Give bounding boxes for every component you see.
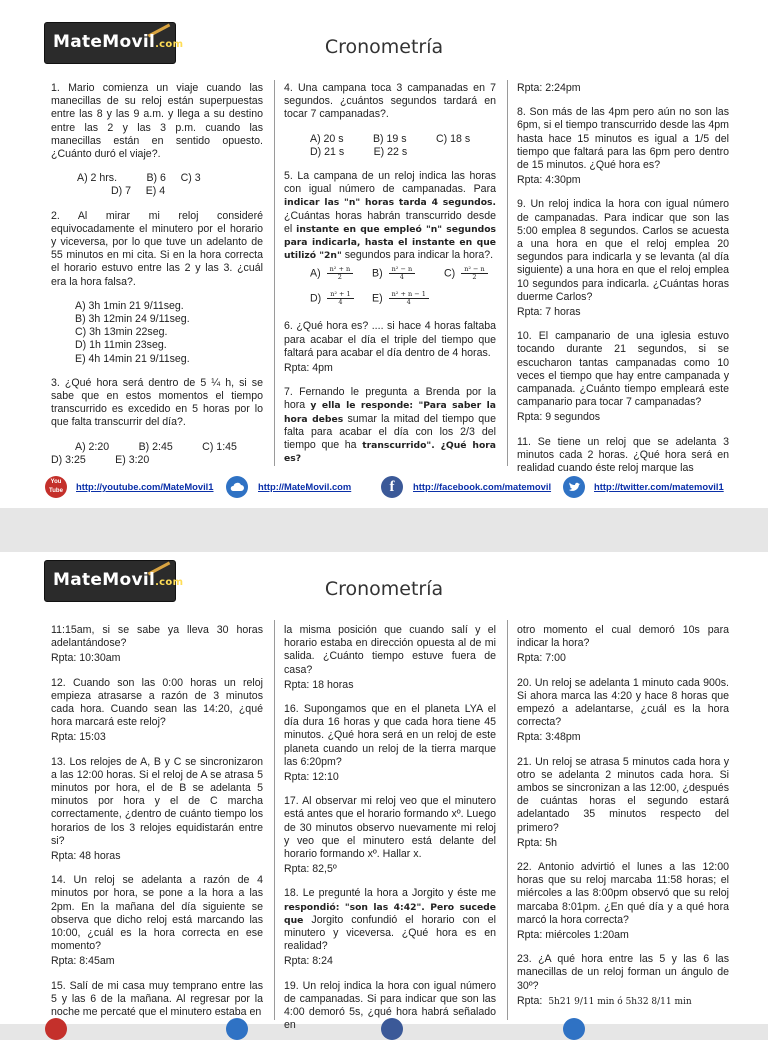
question-4: 4. Una campana toca 3 campanadas en 7 segundos. ¿cuántos segundos tardará en tocar 7 campanadas?. bbox=[284, 82, 496, 121]
column-2 bbox=[284, 624, 496, 1032]
answer-6: Rpta: 4pm bbox=[284, 362, 333, 375]
option-row: D) 21 s E) 22 s bbox=[310, 145, 408, 158]
cloud-icon[interactable] bbox=[226, 476, 248, 498]
question-18-text: Jorgito confundió el horario con el minutero y viceversa. ¿Qué hora es en realidad? bbox=[284, 913, 496, 953]
logo-domain: .com bbox=[155, 577, 184, 588]
logo-text: MateMovil bbox=[53, 32, 156, 52]
question-13: 13. Los relojes de A, B y C se sincronizaron a las 12:00 horas. Si el reloj de A se atrasa 5 minutos por hora, el de B se adelanta 5 minutos por hora y el de C marcha correctamente, ¿dentro de cuánto tiempo los horarios de los 3 relojes equidistarán entre si? bbox=[51, 755, 263, 847]
answer-21: Rpta: 5h bbox=[517, 836, 558, 849]
answer-23-label: Rpta: bbox=[517, 994, 543, 1007]
option-row: A) 20 s B) 19 s C) 18 s bbox=[310, 132, 471, 145]
question-11-continued: 11:15am, si se sabe ya lleva 30 horas adelantándose? bbox=[51, 624, 263, 650]
answer-12: Rpta: 15:03 bbox=[51, 731, 106, 744]
question-18-text: 18. Le pregunté la hora a Jorgito y éste me bbox=[284, 887, 496, 900]
answer-22: Rpta: miércoles 1:20am bbox=[517, 929, 629, 942]
answer-13: Rpta: 48 horas bbox=[51, 850, 121, 863]
question-11: 11. Se tiene un reloj que se adelanta 3 minutos cada 2 horas. ¿Qué hora será en realidad cuando éste reloj marque las bbox=[517, 435, 729, 475]
option-row: A) 2:20 B) 2:45 C) 1:45 bbox=[75, 440, 237, 453]
question-7-text-bold: y ella le responde: "Para saber la hora debes bbox=[284, 400, 496, 425]
answer-15: Rpta: 18 horas bbox=[284, 678, 354, 691]
answer-10: Rpta: 9 segundos bbox=[517, 411, 601, 424]
website-link[interactable]: http://MateMovil.com bbox=[258, 481, 352, 492]
answer-18: Rpta: 8:24 bbox=[284, 955, 333, 968]
page-1 bbox=[0, 0, 768, 508]
answer-20: Rpta: 3:48pm bbox=[517, 731, 581, 744]
logo-text: MateMovil bbox=[53, 570, 156, 590]
option-row: D) 3:25 E) 3:20 bbox=[51, 453, 150, 466]
question-17: 17. Al observar mi reloj veo que el minutero está antes que el horario formando xº. Luego de 30 minutos observo nuevamente mi reloj y veo que el minutero está delante del horario formando xº. Hallar x. bbox=[284, 795, 496, 861]
column-3 bbox=[517, 624, 729, 1024]
social-footer bbox=[0, 470, 768, 502]
cloud-icon[interactable] bbox=[226, 1018, 248, 1040]
question-15-continued: la misma posición que cuando salí y el horario estaba en dirección opuesta al de mi salida. ¿Cuánto tiempo estuve fuera de casa? bbox=[284, 624, 496, 676]
question-4-options bbox=[284, 133, 496, 159]
twitter-link[interactable]: http://twitter.com/matemovil1 bbox=[594, 481, 724, 492]
fraction-denominator: 2 bbox=[337, 273, 342, 282]
question-5-text-bold: instante en que empleó "n" segundos para indicarla, hasta el instante en que utilizó "2n" bbox=[284, 223, 496, 262]
question-22: 22. Antonio advirtió el lunes a las 12:00 horas que su reloj marcaba 11:58 horas; el miércoles a las 8:00pm observó que su reloj marcaba 8:01pm. ¿En qué día y a qué hora marcó la hora correcta? bbox=[517, 861, 729, 926]
facebook-link[interactable]: http://facebook.com/matemovil bbox=[413, 481, 552, 492]
answer-19: Rpta: 7:00 bbox=[517, 652, 566, 665]
answer-11: Rpta: 10:30am bbox=[51, 652, 121, 665]
option: D) 1h 11min 23seg. bbox=[75, 339, 167, 352]
option: A) 3h 1min 21 9/11seg. bbox=[75, 299, 184, 312]
question-5-text: 5. La campana de un reloj indica las horas con igual número de campanadas. Para bbox=[284, 170, 496, 196]
logo-domain: .com bbox=[155, 39, 184, 50]
cloud-shape bbox=[230, 482, 244, 492]
question-3-options bbox=[51, 441, 263, 467]
youtube-icon[interactable] bbox=[45, 1018, 67, 1040]
question-5-text: ¿Cuántas horas habrán transcurrido desde el bbox=[284, 209, 496, 235]
question-12: 12. Cuando son las 0:00 horas un reloj empieza atrasarse a razón de 3 minutos cada hora. Cuando sean las 14:20, ¿qué hora marcará este reloj? bbox=[51, 676, 263, 729]
answer-16: Rpta: 12:10 bbox=[284, 771, 339, 784]
question-3: 3. ¿Qué hora será dentro de 5 ¼ h, si se sabe que en estos momentos el tiempo transcurrido es excedido en 5 horas por lo que falta transcurrir del día?. bbox=[51, 376, 263, 429]
answer-9: Rpta: 7 horas bbox=[517, 306, 581, 319]
column-1 bbox=[51, 82, 263, 467]
question-5-text-bold: indicar las "n" horas tarda 4 segundos. bbox=[284, 197, 496, 209]
column-divider bbox=[507, 80, 508, 466]
question-5 bbox=[284, 170, 496, 262]
question-6: 6. ¿Qué hora es? .... si hace 4 horas faltaba para acabar el día el triple del tiempo que faltará para acabar el día dentro de 4 horas. bbox=[284, 320, 496, 359]
column-2 bbox=[284, 82, 496, 467]
option-d bbox=[310, 291, 372, 306]
answer-7: Rpta: 2:24pm bbox=[517, 82, 581, 94]
youtube-link[interactable]: http://youtube.com/MateMovil1 bbox=[76, 481, 214, 492]
answer-23 bbox=[517, 995, 729, 1009]
column-divider bbox=[274, 620, 275, 1020]
answer-8: Rpta: 4:30pm bbox=[517, 174, 581, 187]
question-10: 10. El campanario de una iglesia estuvo tocando durante 21 segundos, si se escucharon tantas campanadas como 10 veces el tiempo que hay entre campanada y campanada. ¿Cuánto tiempo empleará este campanario para tocar 7 campanadas? bbox=[517, 330, 729, 409]
page-title: Cronometría bbox=[324, 578, 444, 600]
question-16: 16. Supongamos que en el planeta LYA el día dura 16 horas y que cada hora tiene 45 minutos. ¿Qué hora será en un reloj de este planeta cuando un reloj de la tierra marque las 6:20pm? bbox=[284, 703, 496, 768]
question-5-options bbox=[284, 266, 496, 306]
question-15: 15. Salí de mi casa muy temprano entre las 5 y las 6 de la mañana. Al regresar por la noche me percaté que el minutero estaba en bbox=[51, 979, 263, 1019]
page-2 bbox=[0, 552, 768, 1032]
option-label: E) bbox=[372, 292, 383, 305]
fraction-numerator: n² + 1 bbox=[327, 291, 354, 299]
question-7-text-bold: transcurrido". ¿Qué hora es? bbox=[284, 440, 496, 465]
option-a bbox=[310, 266, 372, 281]
question-2: 2. Al mirar mi reloj consideré equivocadamente el minutero por el horario y viceversa, por lo que tuve un adelanto de 55 minutos en mi cita. Si en la hora correcta el horario estuvo entre las 2 y las 3. ¿cuál era la hora falsa?. bbox=[51, 209, 263, 288]
question-9: 9. Un reloj indica la hora con igual número de campanadas. Para indicar que son las 5:00 emplea 8 segundos. Carlos se acuesta a una hora en que el reloj emplea 20 segundos para indicarla y se levanta (al día siguiente) a una hora en que el reloj emplea 10 segundos para indicarla. ¿Cuántas horas duerme Carlos? bbox=[517, 198, 729, 303]
question-14: 14. Un reloj se adelanta a razón de 4 minutos por hora, se pone a la hora a las 2pm. En la mañana del día siguiente se observa que dicho reloj está marcando las 10:00, ¿cuál es la hora correcta en ese momento? bbox=[51, 874, 263, 953]
matemovil-logo bbox=[44, 560, 184, 602]
page-title: Cronometría bbox=[324, 36, 444, 58]
option-label: A) bbox=[310, 267, 321, 280]
question-20: 20. Un reloj se adelanta 1 minuto cada 900s. Si ahora marca las 4:20 y hace 8 horas que empezó a adelantarse, ¿cuál es la hora correcta? bbox=[517, 676, 729, 729]
option-row: D) 7 E) 4 bbox=[111, 185, 166, 198]
option: E) 4h 14min 21 9/11seg. bbox=[75, 352, 190, 365]
option-label: B) bbox=[372, 267, 383, 280]
youtube-icon[interactable] bbox=[45, 476, 67, 498]
column-1 bbox=[51, 624, 263, 1024]
question-7-text: 7. Fernando le pregunta a Brenda por la hora bbox=[284, 386, 496, 412]
question-18-text-bold: respondió: "son las 4:42". Pero sucede que bbox=[284, 901, 496, 926]
question-1: 1. Mario comienza un viaje cuando las manecillas de su reloj están superpuestas entre las 8 y las 9 a.m. y llega a su destino entre las 2 y las 3 p.m. cuando las manecillas están en sentido opuesto. ¿Cuánto duró el viaje?. bbox=[51, 82, 263, 161]
fraction-denominator: 4 bbox=[399, 273, 404, 282]
twitter-icon[interactable] bbox=[563, 476, 585, 498]
question-7 bbox=[284, 386, 496, 465]
question-19: 19. Un reloj indica la hora con igual número de campanadas. Si para indicar que son las 4:00 demoró 5s, ¿qué hora habrá señalado en bbox=[284, 979, 496, 1032]
fraction-numerator: n² + n bbox=[327, 266, 354, 274]
question-8: 8. Son más de las 4pm pero aún no son las 6pm, si el tiempo transcurrido desde las 4pm hasta hace 15 minutos es igual a 1/5 del tiempo que faltará para las 6pm pero dentro de 15 minutos. ¿Qué hora es? bbox=[517, 106, 729, 172]
matemovil-logo bbox=[44, 22, 184, 64]
question-5-text: segundos para indicar la hora?. bbox=[344, 249, 494, 262]
answer-23-math: 5h21 9/11 min ó 5h32 8/11 min bbox=[548, 996, 692, 1007]
question-23: 23. ¿A qué hora entre las 5 y las 6 las manecillas de un reloj forman un ángulo de 30º? bbox=[517, 953, 729, 992]
twitter-icon[interactable] bbox=[563, 1018, 585, 1040]
column-divider bbox=[274, 80, 275, 466]
option-label: C) bbox=[444, 267, 456, 280]
column-divider bbox=[507, 620, 508, 1020]
youtube-icon-text: You Tube bbox=[49, 479, 63, 494]
question-2-options bbox=[51, 300, 263, 366]
bird-shape bbox=[568, 482, 581, 493]
option-c bbox=[444, 266, 504, 281]
option: B) 3h 12min 24 9/11seg. bbox=[75, 313, 190, 326]
fraction-denominator: 2 bbox=[472, 273, 477, 282]
facebook-icon[interactable] bbox=[381, 476, 403, 498]
fraction-denominator: 4 bbox=[338, 298, 343, 307]
question-19-continued: otro momento el cual demoró 10s para indicar la hora? bbox=[517, 624, 729, 650]
option-e bbox=[372, 291, 444, 306]
question-1-options bbox=[51, 172, 263, 198]
answer-14: Rpta: 8:45am bbox=[51, 955, 115, 968]
question-21: 21. Un reloj se atrasa 5 minutos cada hora y otro se adelanta 2 minutos cada hora. Si ambos se sincronizan a las 12:00, ¿después de cuántas horas el segundo estará adelantado 35 minutos respecto del primero? bbox=[517, 755, 729, 834]
option-row: A) 2 hrs. B) 6 C) 3 bbox=[77, 172, 201, 185]
answer-17: Rpta: 82,5º bbox=[284, 863, 337, 876]
facebook-icon-text: f bbox=[389, 479, 395, 495]
fraction-numerator: n² + n − 1 bbox=[389, 291, 429, 299]
column-3 bbox=[517, 82, 729, 475]
fraction-numerator: n² − n bbox=[461, 266, 488, 274]
question-18 bbox=[284, 887, 496, 953]
option-label: D) bbox=[310, 292, 322, 305]
option: C) 3h 13min 22seg. bbox=[75, 326, 168, 339]
fraction-denominator: 4 bbox=[406, 298, 411, 307]
question-7-text: sumar la mitad del tiempo que falta para acabar el día con los 2/3 del tiempo que ha bbox=[284, 412, 496, 452]
fraction-numerator: n² − n bbox=[389, 266, 416, 274]
option-b bbox=[372, 266, 444, 281]
facebook-icon[interactable] bbox=[381, 1018, 403, 1040]
